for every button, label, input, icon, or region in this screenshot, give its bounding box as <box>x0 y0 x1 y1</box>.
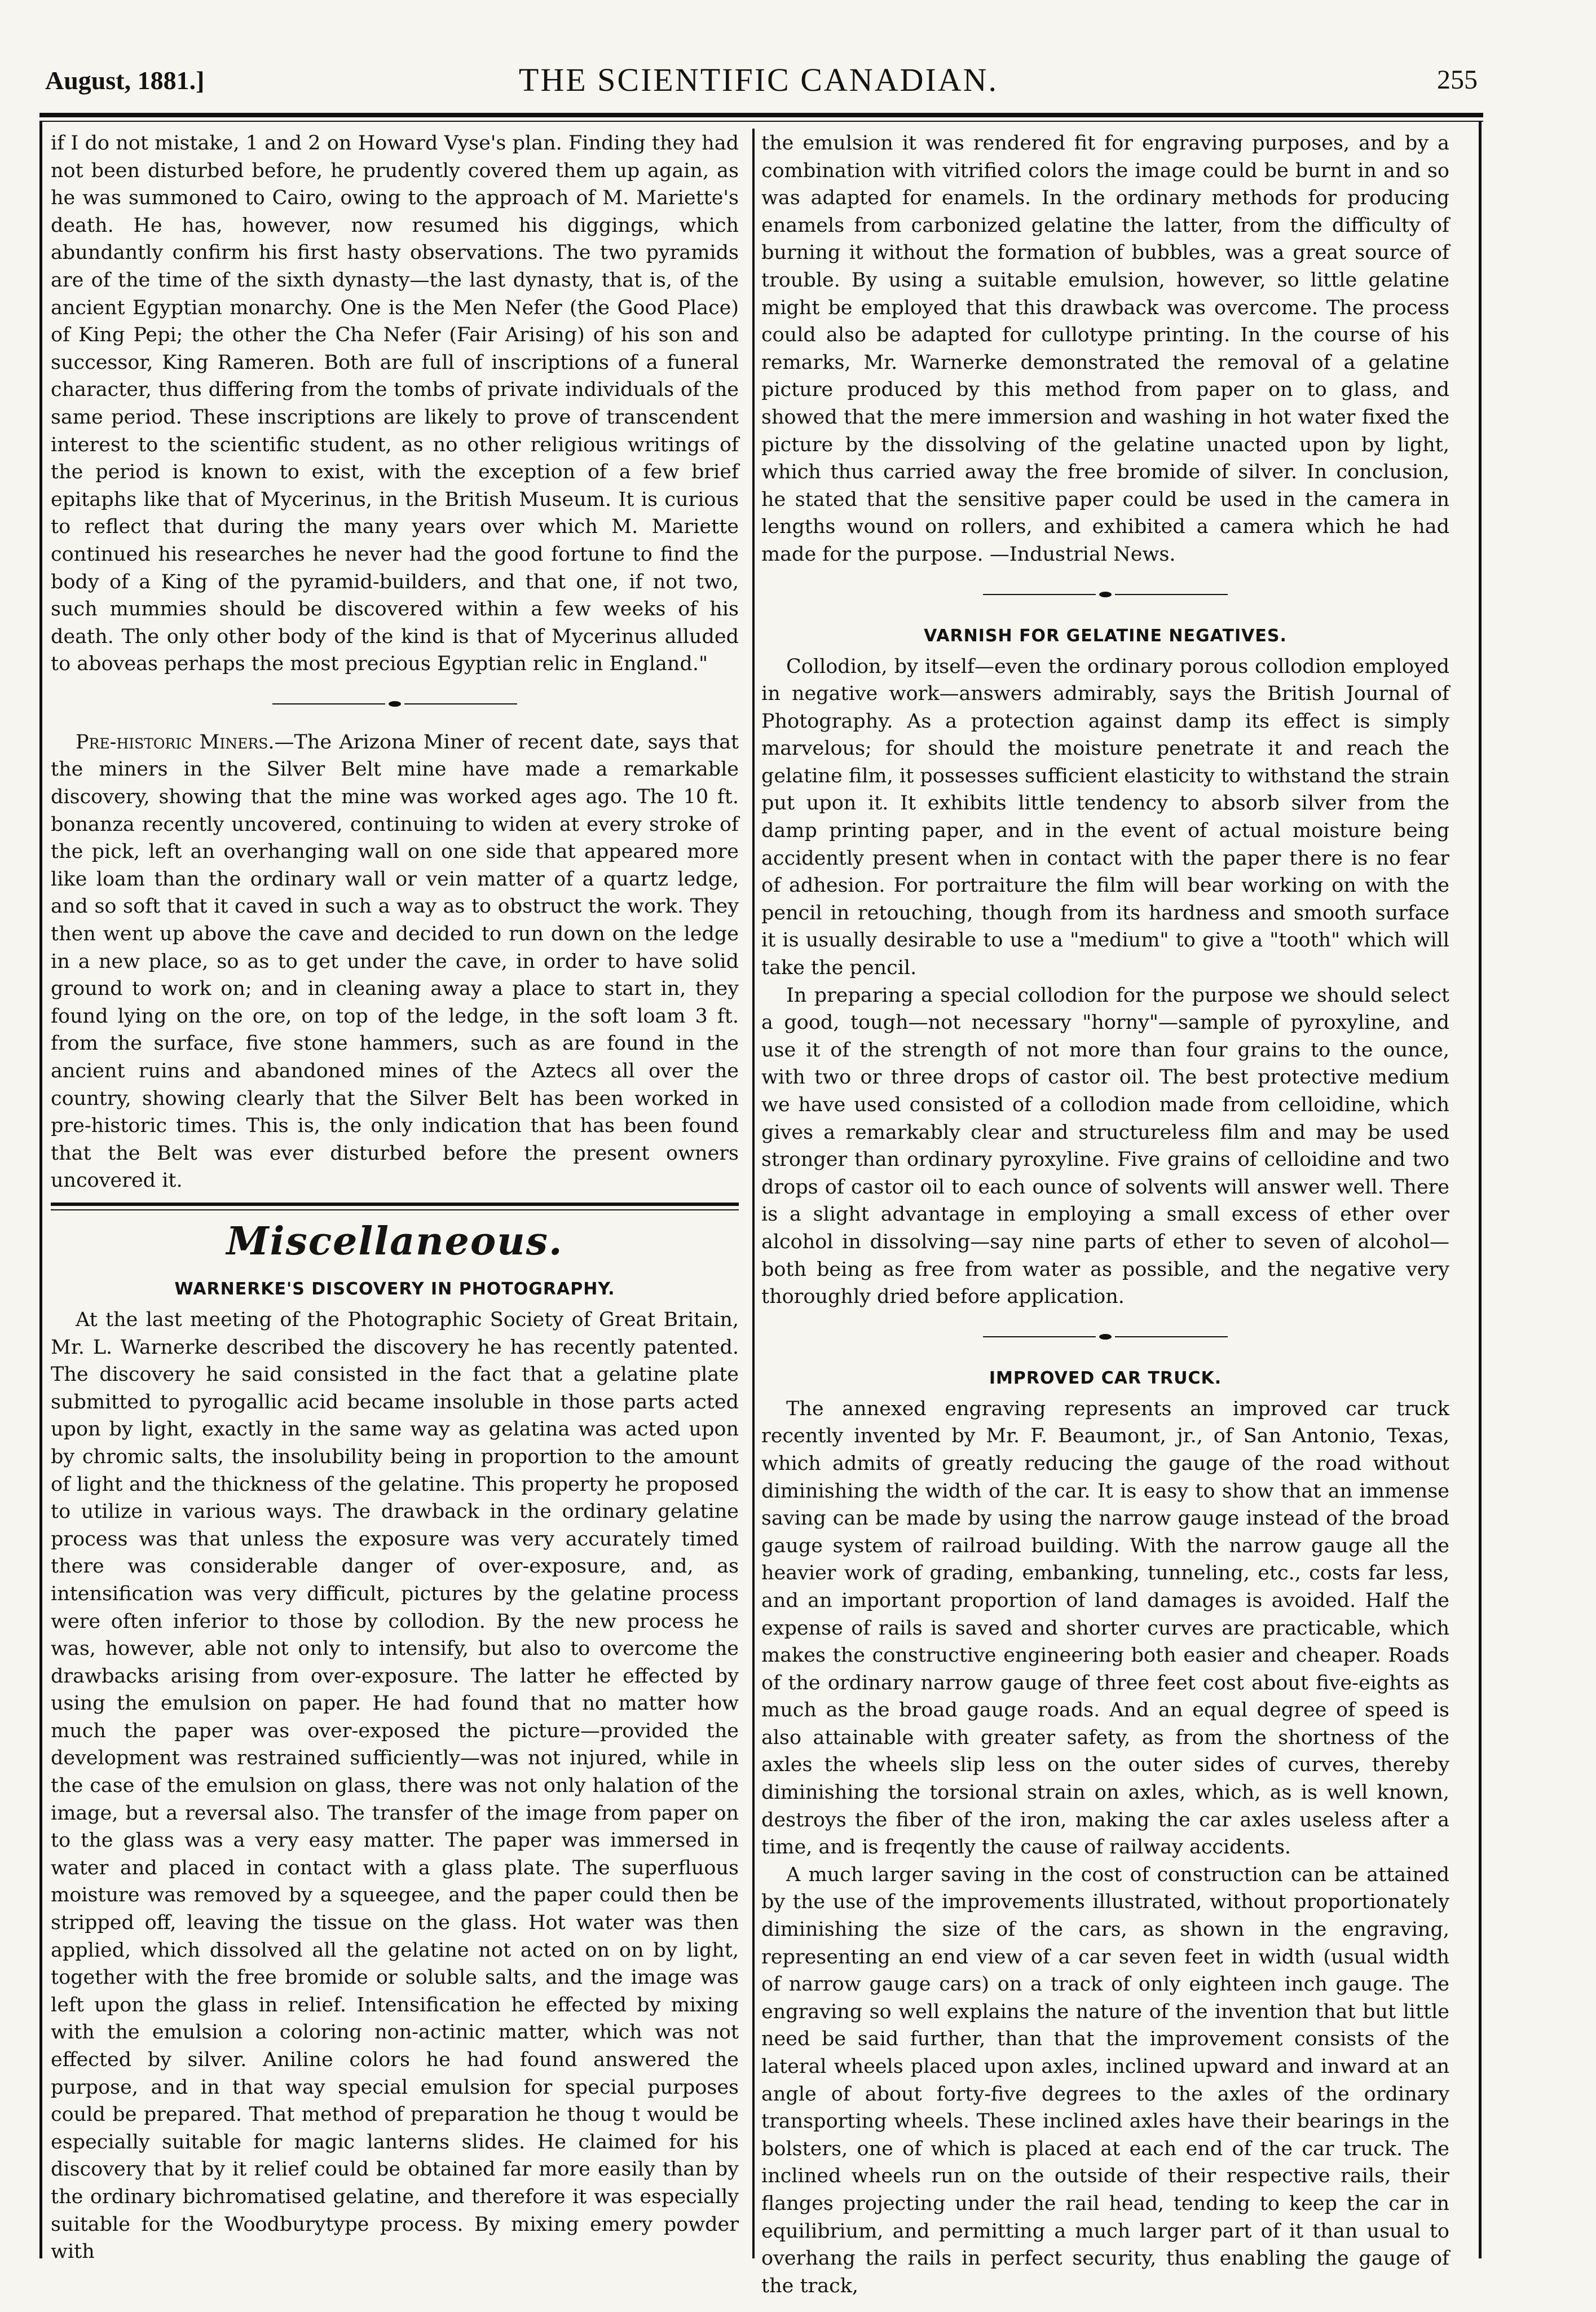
prehistoric-miners-lead: Pre-historic Miners. <box>76 730 275 754</box>
miscellaneous-heading: Miscellaneous. <box>226 1218 563 1264</box>
ornament-divider <box>761 585 1449 602</box>
column-rule <box>752 129 755 2258</box>
warnerke-paragraph: At the last meeting of the Photographic Society of Great Britain, Mr. L. Warnerke described the discovery he has recently patented. The discovery he said consisted in the fact that a gelatine plate submitted to pyrogallic acid became insoluble in those parts acted upon by light, exactly in the same way as gelatina was acted upon by chromic salts, the insolubility being in proportion to the amount of light and the thickness of the gelatine. This property he proposed to utilize in various ways. The drawback in the ordinary gelatine process was that unless the exposure was very accurately timed there was considerable danger of over-exposure, and, as intensification was very difficult, pictures by the gelatine process were often inferior to those by collodion. By the new process he was, however, able not only to intensify, but also to overcome the drawbacks arising from over-exposure. The latter he effected by using the emulsion on paper. He had found that no matter how much the paper was over-exposed the picture—provided the development was restrained sufficiently—was not injured, while in the case of the emulsion on glass, there was not only halation of the image, but a reversal also. The transfer of the image from paper on to the glass was a very easy matter. The paper was immersed in water and placed in contact with a glass plate. The superfluous moisture was removed by a squeegee, and the paper could then be stripped off, leaving the tissue on the glass. Hot water was then applied, which dissolved all the gelatine not acted on on by light, together with the free bromide or soluble salts, and the image was left upon the glass in relief. Intensification he effected by mixing with the emulsion a coloring non-actinic matter, which was not effected by silver. Aniline colors he had found answered the purpose, and in that way special emulsion for special purposes could be prepared. That method of preparation he thoug t would be especially suitable for magic lanterns slides. He claimed for his discovery that by it relief could be obtained far more easily than by the ordinary bichromatised gelatine, and therefore it was especially suitable for the Woodburytype process. By mixing emery powder with <box>51 1308 739 2263</box>
prehistoric-miners-paragraph <box>51 729 739 1195</box>
right-column <box>761 130 1449 2300</box>
varnish-paragraph-2: In preparing a special collodion for the purpose we should select a good, tough—not necessary "horny"—sample of pyroxyline, and use it of the strength of not more than four grains to the ounce, with two or three drops of castor oil. The best protective medium we have used consisted of a collodion made from celloidine, which gives a remarkably clear and structureless film and may be used stronger than ordinary pyroxyline. Five grains of celloidine and two drops of castor oil to each ounce of solvents will answer well. There is a slight advantage in employing a small excess of ether over alcohol in dissolving—say nine parts of ether to seven of alcohol—both being as free from water as possible, and the negative very thoroughly dried before application. <box>761 984 1449 1309</box>
car-truck-paragraph-1: The annexed engraving represents an improved car truck recently invented by Mr. F. Beaumont, jr., of San Antonio, Texas, which admits of greatly reducing the gauge of the road without diminishing the width of the car. It is easy to show that an immense saving can be made by using the narrow gauge instead of the broad gauge system of railroad building. With the narrow gauge all the heavier work of grading, embanking, tunneling, etc., costs far less, and an important proportion of land damages is avoided. Half the expense of rails is saved and shorter curves are practicable, which makes the constructive engineering both easier and cheaper. Roads of the ordinary narrow gauge of three feet cost about five-eights as much as the broad gauge roads. And an equal degree of speed is also attainable with greater safety, as from the shortness of the axles the wheels slip less on the outer sides of curves, thereby diminishing the torsional strain on axles, which, as is well known, destroys the fiber of the iron, making the car axles useless after a time, and is freqently the cause of railway accidents. <box>761 1397 1449 1859</box>
left-column <box>51 130 739 2266</box>
varnish-paragraph-1: Collodion, by itself—even the ordinary porous collodion employed in negative work—answers admirably, says the British Journal of Photography. As a protection against damp its effect is simply marvelous; for should the moisture penetrate it and reach the gelatine film, it possesses sufficient elasticity to withstand the strain put upon it. It exhibits little tendency to absorb silver from the damp printing paper, and in the event of actual moisture being accidently present when in contact with the paper there is no fear of adhesion. For portraiture the film will bear working on with the pencil in retouching, though from its hardness and smooth surface it is usually desirable to use a "medium" to give a "tooth" which will take the pencil. <box>761 655 1449 980</box>
prehistoric-miners-text: —The Arizona Miner of recent date, says that the miners in the Silver Belt mine have made a remarkable discovery, showing that the mine was worked ages ago. The 10 ft. bonanza recently uncovered, continuing to widen at every stroke of the pick, left an overhanging wall on one side that appeared more like loam than the ordinary wall or vein matter of a quartz ledge, and so soft that it caved in such a way as to obstruct the work. They then went up above the cave and decided to run down on the ledge in a new place, so as to get under the cave, in order to have solid ground to work on; and in cleaning away a place to start in, they found lying on the ore, on top of the ledge, in the soft loam 3 ft. from the surface, five stone hammers, such as are found in the ancient ruins and abandoned mines of the Aztecs all over the country, showing clearly that the Silver Belt has been worked in pre-historic times. This is, the only indication that has been found that the Belt was ever disturbed before the present owners uncovered it. <box>51 730 739 1192</box>
frame-right-rule <box>1479 121 1482 2258</box>
journal-title: THE SCIENTIFIC CANADIAN. <box>518 61 999 98</box>
section-rule <box>51 1203 739 1206</box>
header-rule-thin <box>39 121 1483 122</box>
pyramids-paragraph: if I do not mistake, 1 and 2 on Howard Vyse's plan. Finding they had not been disturbed before, he prudently covered them up again, as he was summoned to Cairo, owing to the approach of M. Mariette's death. He has, however, now resumed his diggings, which abundantly confirm his first hasty observations. The two pyramids are of the time of the sixth dynasty—the last dynasty, that is, of the ancient Egyptian monarchy. One is the Men Nefer (the Good Place) of King Pepi; the other the Cha Nefer (Fair Arising) of his son and successor, King Rameren. Both are full of inscriptions of a funeral character, thus differing from the tombs of private individuals of the same period. These inscriptions are likely to prove of transcendent interest to the scientific student, as no other religious writings of the period is known to exist, with the exception of a few brief epitaphs like that of Mycerinus, in the British Museum. It is curious to reflect that during the many years over which M. Mariette continued his researches he never had the good fortune to find the body of a King of the pyramid-builders, and that one, if not two, such mummies should be discovered within a few weeks of his death. The only other body of the kind is that of Mycerinus alluded to aboveas perhaps the most precious Egyptian relic in England." <box>51 132 739 676</box>
warnerke-heading: WARNERKE'S DISCOVERY IN PHOTOGRAPHY. <box>174 1279 615 1299</box>
frame-left-rule <box>39 121 42 2258</box>
varnish-heading: VARNISH FOR GELATINE NEGATIVES. <box>924 626 1287 646</box>
car-truck-heading: IMPROVED CAR TRUCK. <box>989 1368 1222 1388</box>
car-truck-paragraph-2: A much larger saving in the cost of construction can be attained by the use of the improvements illustrated, without proportionately diminishing the size of the cars, as shown in the engraving, representing an end view of a car seven feet in width (usual width of narrow gauge cars) on a track of only eighteen inch gauge. The engraving so well explains the nature of the invention that but little need be said further, than that the improvement consists of the lateral wheels placed upon axles, inclined upward and inward at an angle of about forty-five degrees to the axles of the ordinary transporting wheels. These inclined axles have their bearings in the bolsters, one of which is placed at each end of the car truck. The inclined wheels run on the outside of their respective rails, their flanges projecting under the rail head, tending to keep the car in equilibrium, and permitting a much larger part of it than usual to overhang the rails in perfect security, thus enabling the gauge of the track, <box>761 1863 1449 2297</box>
running-head <box>39 61 1478 106</box>
page-number: 255 <box>1437 65 1478 95</box>
warnerke-continued-paragraph: the emulsion it was rendered fit for engraving purposes, and by a combination with vitrified colors the image could be burnt in and so was adapted for enamels. In the ordinary methods for producing enamels from carbonized gelatine the latter, from the difficulty of burning it without the formation of bubbles, was a great source of trouble. By using a suitable emulsion, however, so little gelatine might be employed that this drawback was overcome. The process could also be adapted for cullotype printing. In the course of his remarks, Mr. Warnerke demonstrated the removal of a gelatine picture produced by this method from paper on to glass, and showed that the mere immersion and washing in hot water fixed the picture by the dissolving of the gelatine unacted upon by light, which thus carried away the free bromide of silver. In conclusion, he stated that the sensitive paper could be used in the camera in lengths wound on rollers, and exhibited a camera which he had made for the purpose. —Industrial News. <box>761 132 1449 566</box>
ornament-divider <box>51 695 739 712</box>
ornament-divider <box>761 1328 1449 1345</box>
header-rule <box>39 113 1483 117</box>
issue-date: August, 1881.] <box>45 66 205 95</box>
